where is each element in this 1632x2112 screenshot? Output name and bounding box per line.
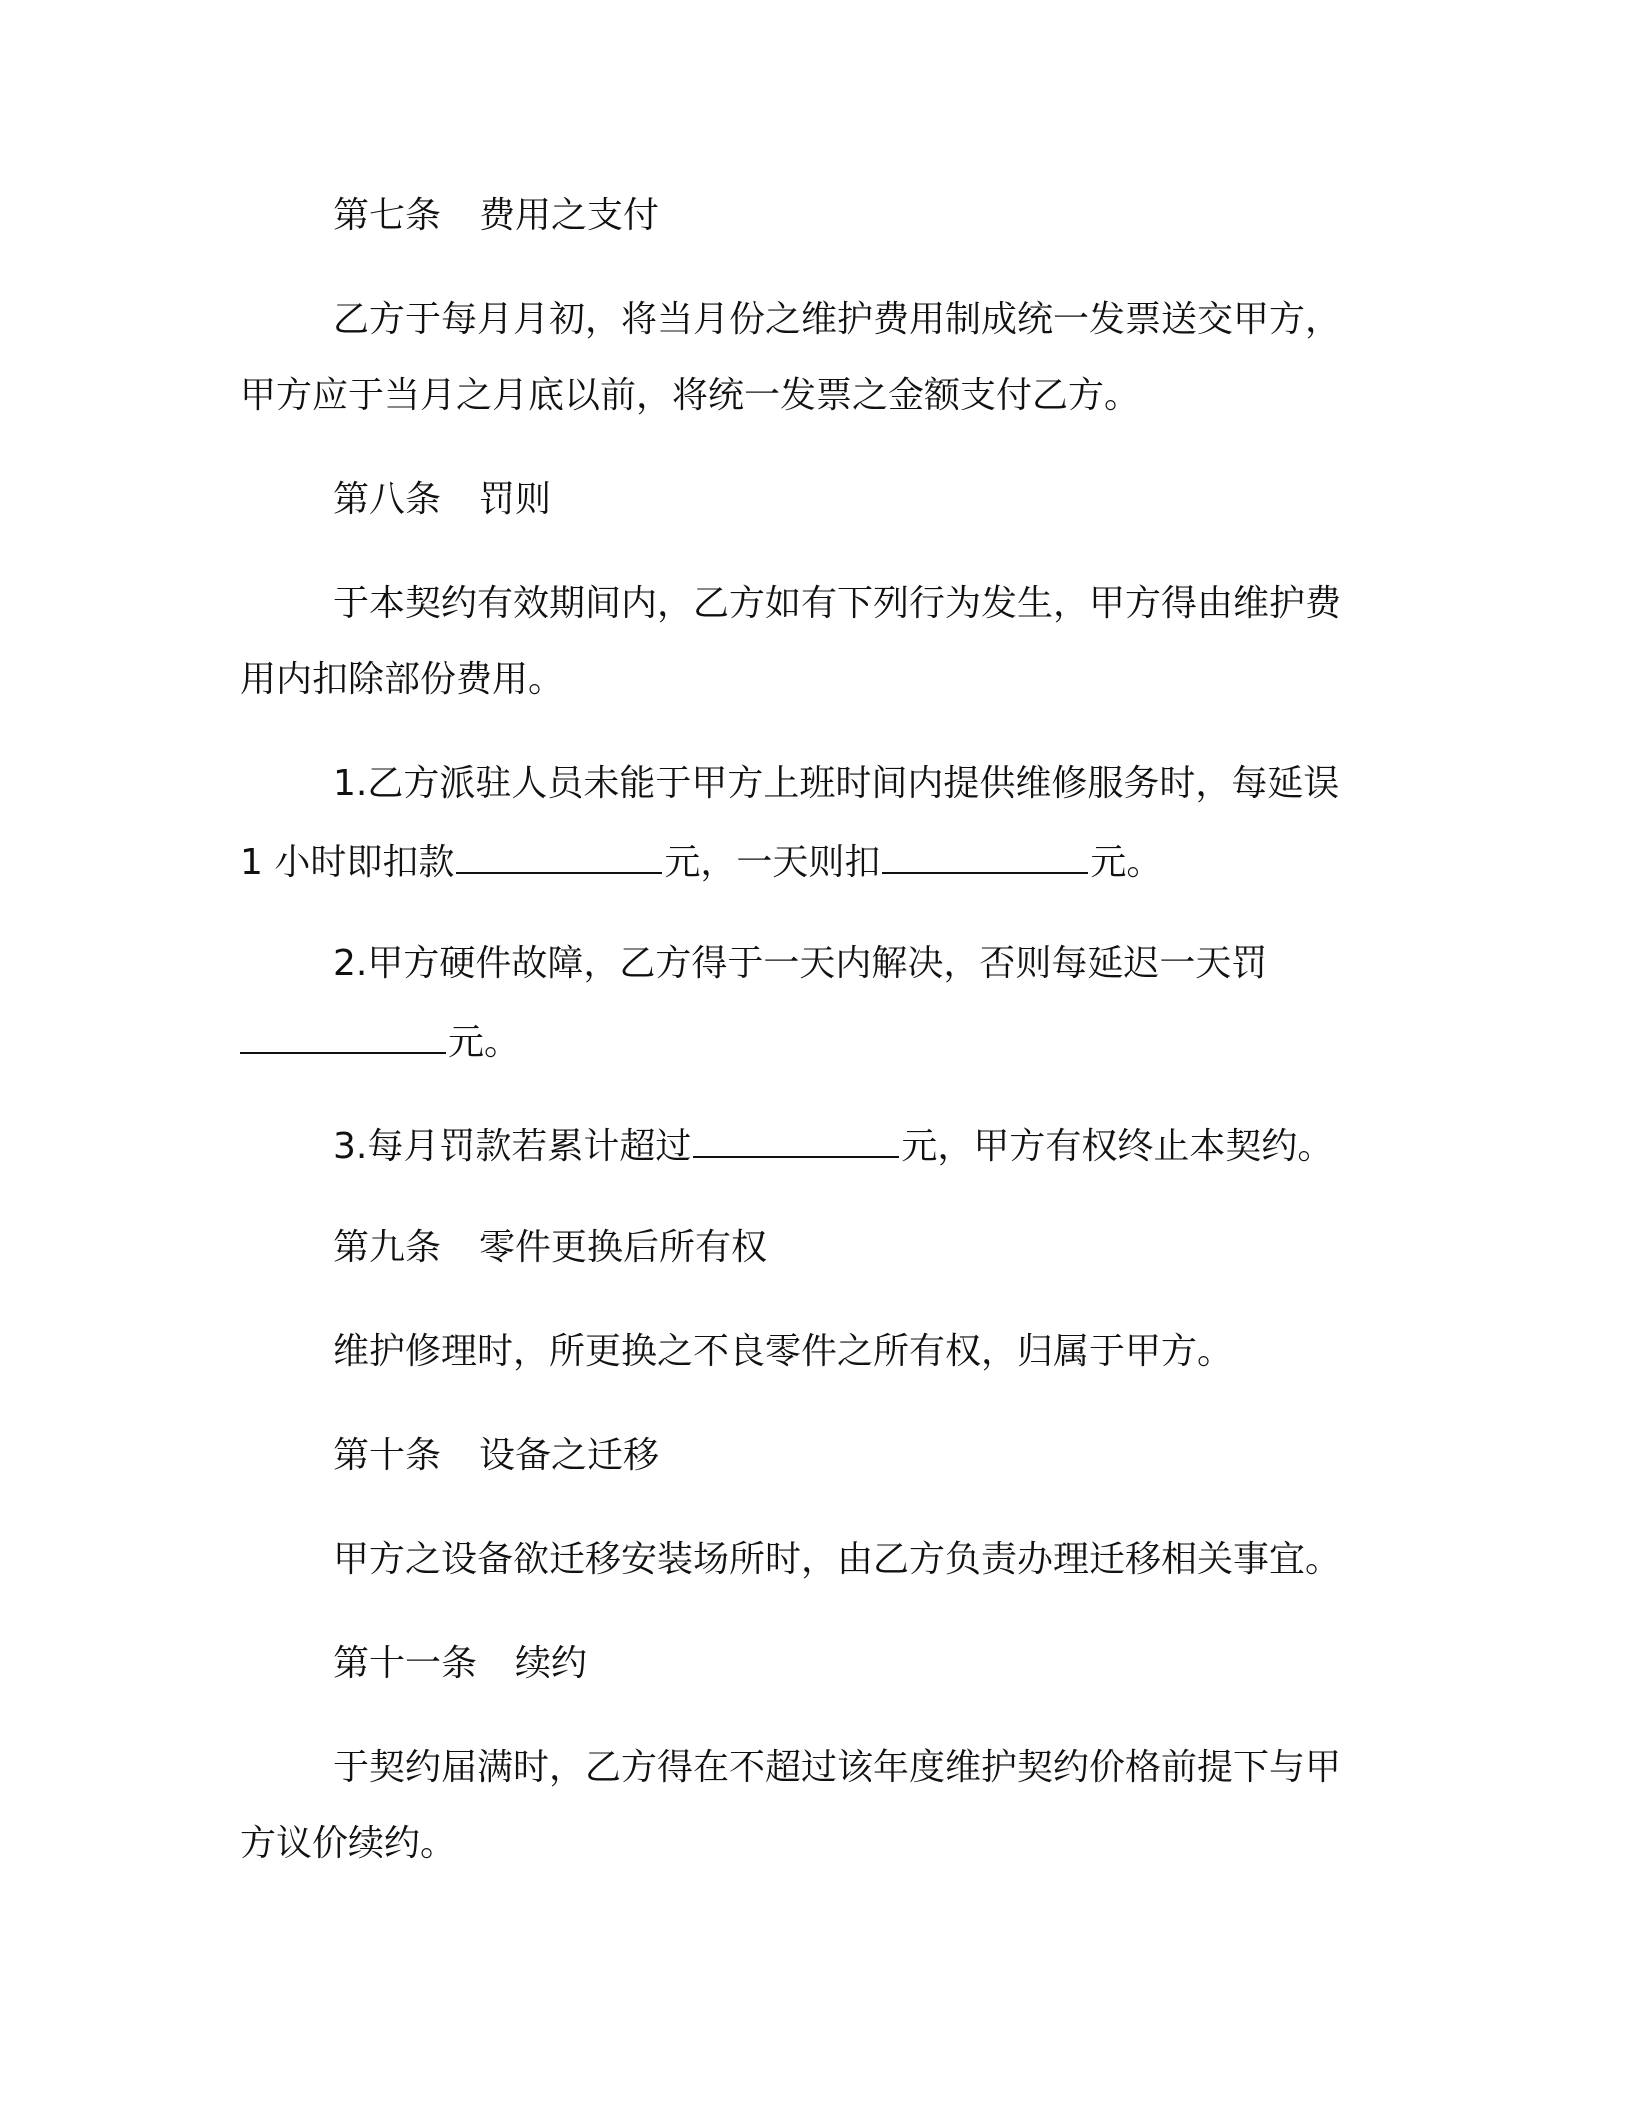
article-11-paragraph-line-1: 于契约届满时，乙方得在不超过该年度维护契约价格前提下与甲 bbox=[333, 1747, 1342, 1788]
article-number: 第九条 bbox=[333, 1227, 442, 1268]
article-8-item-2-line-2 bbox=[240, 1016, 520, 1067]
article-8-item-1-line-2 bbox=[240, 836, 1162, 887]
article-7-heading bbox=[333, 192, 659, 240]
article-number: 第八条 bbox=[333, 479, 442, 520]
text-segment: 元，甲方有权终止本契约。 bbox=[901, 1126, 1334, 1167]
fill-in-blank bbox=[693, 1120, 899, 1158]
article-number: 第七条 bbox=[333, 195, 442, 236]
article-number: 第十条 bbox=[333, 1435, 442, 1476]
text-segment: 1 小时即扣款 bbox=[240, 842, 455, 883]
text-segment: 3.每月罚款若累计超过 bbox=[333, 1126, 692, 1167]
article-8-item-1-line-1: 1.乙方派驻人员未能于甲方上班时间内提供维修服务时，每延误 bbox=[333, 763, 1340, 804]
article-7-paragraph-line-1: 乙方于每月月初，将当月份之维护费用制成统一发票送交甲方， bbox=[333, 299, 1342, 340]
text-segment: 元。 bbox=[1090, 842, 1163, 883]
article-title: 罚则 bbox=[479, 479, 552, 520]
fill-in-blank bbox=[882, 836, 1088, 874]
article-8-intro-line-1: 于本契约有效期间内，乙方如有下列行为发生，甲方得由维护费 bbox=[333, 583, 1342, 624]
article-10-heading bbox=[333, 1432, 659, 1480]
text-segment: 元。 bbox=[448, 1022, 521, 1063]
article-11-heading bbox=[333, 1640, 587, 1688]
article-8-intro-line-2: 用内扣除部份费用。 bbox=[240, 659, 565, 700]
article-title: 设备之迁移 bbox=[479, 1435, 660, 1476]
text-segment: 元，一天则扣 bbox=[664, 842, 881, 883]
article-title: 续约 bbox=[515, 1643, 588, 1684]
article-7-paragraph-line-2: 甲方应于当月之月底以前，将统一发票之金额支付乙方。 bbox=[240, 375, 1141, 416]
article-11-paragraph-line-2: 方议价续约。 bbox=[240, 1823, 457, 1864]
article-10-paragraph: 甲方之设备欲迁移安装场所时，由乙方负责办理迁移相关事宜。 bbox=[333, 1539, 1342, 1580]
article-8-heading bbox=[333, 476, 551, 524]
article-number: 第十一条 bbox=[333, 1643, 478, 1684]
article-title: 费用之支付 bbox=[479, 195, 660, 236]
article-title: 零件更换后所有权 bbox=[479, 1227, 768, 1268]
fill-in-blank bbox=[456, 836, 662, 874]
article-8-item-2-line-1: 2.甲方硬件故障，乙方得于一天内解决，否则每延迟一天罚 bbox=[333, 943, 1268, 984]
fill-in-blank bbox=[240, 1016, 446, 1054]
article-9-paragraph: 维护修理时，所更换之不良零件之所有权，归属于甲方。 bbox=[333, 1331, 1234, 1372]
article-9-heading bbox=[333, 1224, 767, 1272]
article-8-item-3 bbox=[333, 1120, 1333, 1171]
